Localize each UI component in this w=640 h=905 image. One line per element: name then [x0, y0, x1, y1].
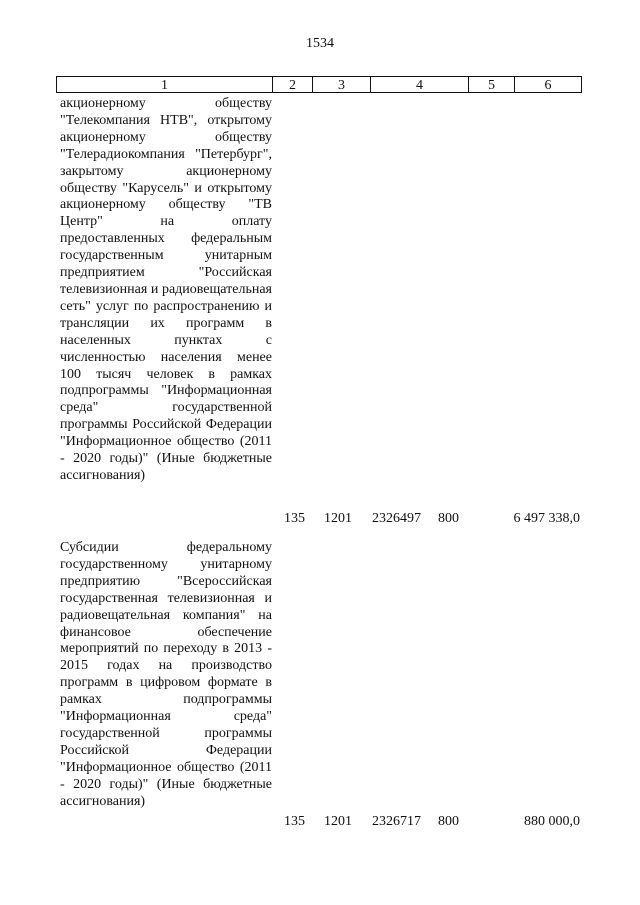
table-header — [56, 76, 582, 93]
header-col-3: 3 — [312, 76, 370, 93]
header-col-2: 2 — [272, 76, 312, 93]
header-col-6: 6 — [514, 76, 582, 93]
row-2-col-3: 1201 — [324, 814, 352, 829]
row-2-col-2: 135 — [284, 814, 305, 829]
row-2-col-4: 2326717 — [372, 814, 421, 829]
row-1-col-3: 1201 — [324, 511, 352, 526]
header-col-4: 4 — [370, 76, 468, 93]
row-1-col-2: 135 — [284, 511, 305, 526]
row-1-col-4: 2326497 — [372, 511, 421, 526]
header-col-1: 1 — [56, 76, 272, 93]
page-number: 1534 — [306, 36, 334, 51]
row-1-col-5: 800 — [438, 511, 459, 526]
row-1-description: акционерному обществу "Телекомпания НТВ", открытому акционерному обществу "Телерадиокомпания "Петербург", закрытому акционерному обществу "Карусель" и открытому акционерному обществу "ТВ Центр" на оплату предоставленных федеральным государственным унитарным предприятием "Российская телевизионная и радиовещательная сеть" услуг по распространению и трансляции их программ в населенных пунктах с численностью населения менее 100 тысяч человек в рамках подпрограммы "Информационная среда" государственной программы Российской Федерации "Информационное общество (2011 - 2020 годы)" (Иные бюджетные ассигнования) — [60, 96, 272, 483]
row-2-col-6: 880 000,0 — [524, 814, 580, 829]
row-2-description: Субсидии федеральному государственному унитарному предприятию "Всероссийская государственная телевизионная и радиовещательная компания" на финансовое обеспечение мероприятий по переходу в 2013 - 2015 годах на производство программ в цифровом формате в рамках подпрограммы "Информационная среда" государственной программы Российской Федерации "Информационное общество (2011 - 2020 годы)" (Иные бюджетные ассигнования) — [60, 540, 272, 809]
row-2-col-5: 800 — [438, 814, 459, 829]
row-1-col-6: 6 497 338,0 — [513, 511, 580, 526]
header-col-5: 5 — [468, 76, 514, 93]
